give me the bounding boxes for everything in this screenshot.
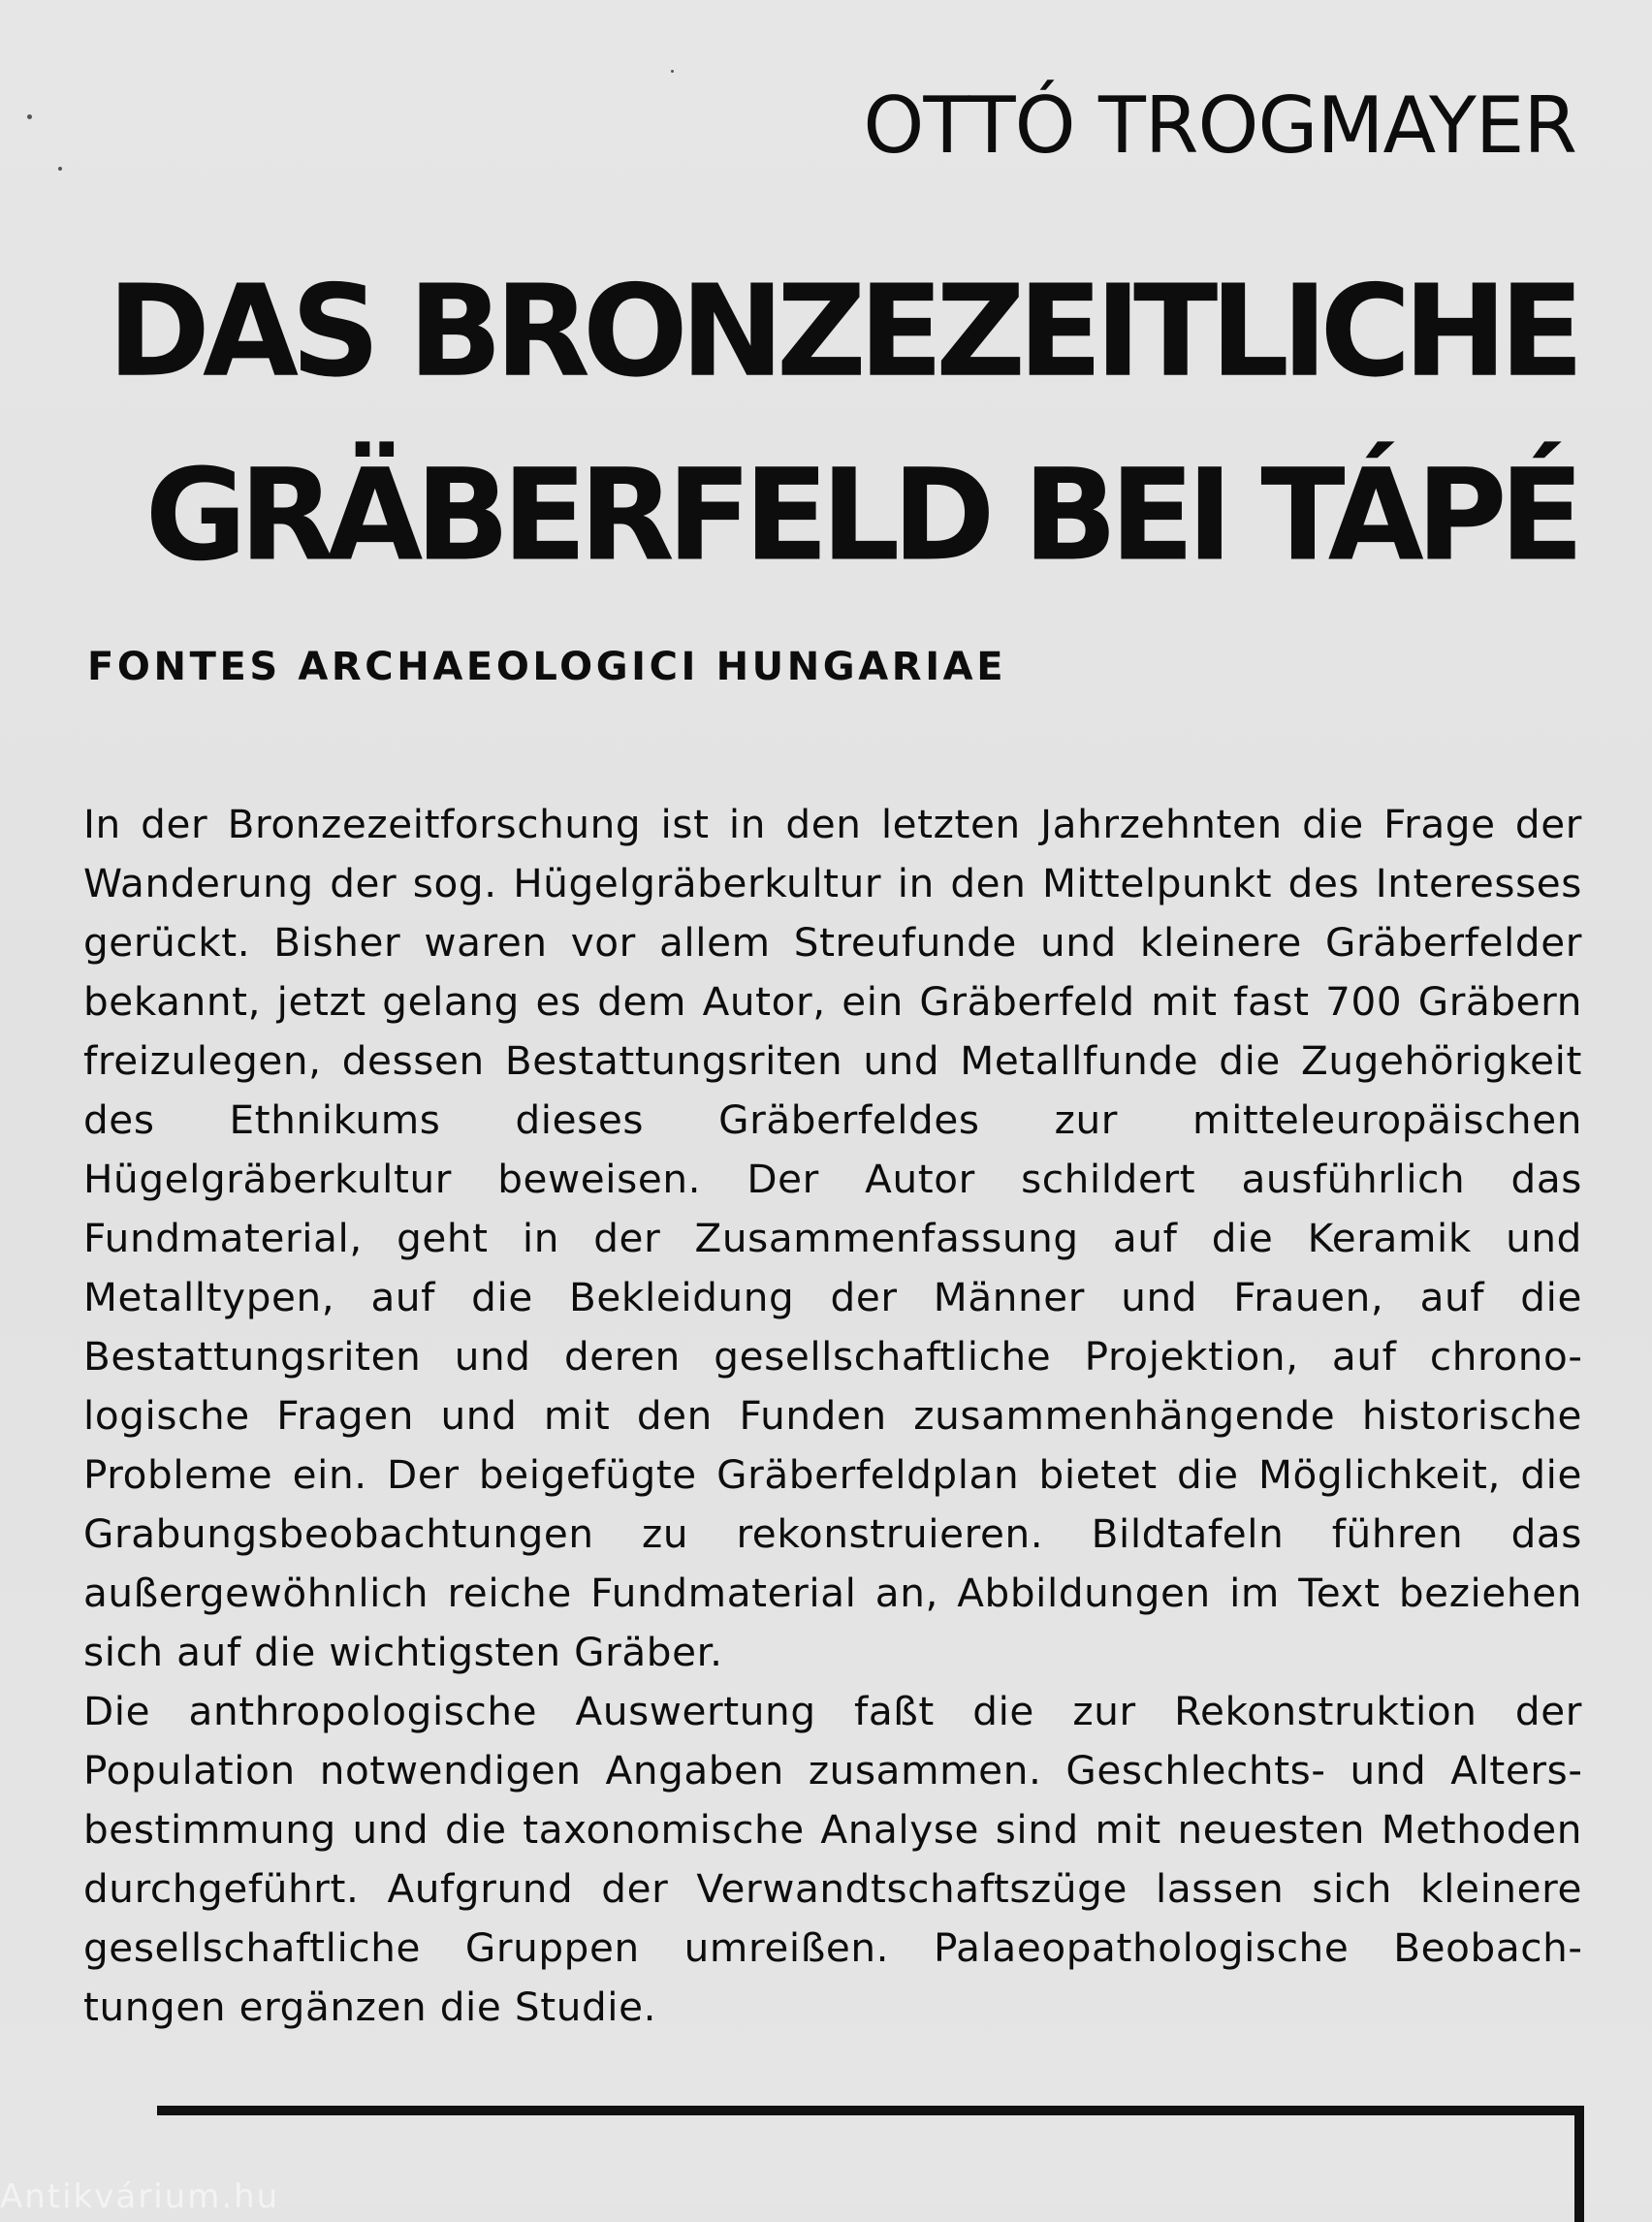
blurb-paragraph-1: In der Bronzezeitforschung ist in den letzten Jahrzehnten die Frage der Wanderung der sog. Hügelgräberkultur in den Mittelpunkt des Interesses gerückt. Bisher waren vor allem Streufunde und kleinere Gräberfelder bekannt, jetzt gelang es dem Autor, ein Gräberfeld mit fast 700 Gräbern freizulegen, dessen Bestattungsriten und Metallfunde die Zugehörigkeit des Ethnikums dieses Gräberfeldes zur mitteleuropäischen Hügelgräberkultur beweisen. Der Autor schildert ausführlich das Fundmaterial, geht in der Zusammenfassung auf die Keramik und Metalltypen, auf die Bekleidung der Männer und Frauen, auf die Bestattungsriten und deren gesellschaftliche Projektion, auf chronologische Fragen und mit den Funden zusammenhängende historische Probleme ein. Der beigefügte Gräberfeldplan bietet die Möglichkeit, die Grabungsbeobachtungen zu rekonstruieren. Bildtafeln führen das außergewöhnlich reiche Fundmaterial an, Abbildungen im Text beziehen sich auf die wichtigsten Gräber.	[83, 801, 1582, 1675]
watermark-logo: Antikvárium.hu	[0, 2177, 280, 2216]
title-line-1: DAS BRONZEZEITLICHE	[107, 258, 1576, 406]
book-title	[108, 240, 1576, 608]
paper-speck	[27, 114, 32, 119]
paper-speck	[58, 167, 62, 171]
title-line-2: GRÄBERFELD BEI TÁPÉ	[144, 442, 1576, 590]
paper-speck	[671, 70, 674, 73]
author-name: OTTÓ TROGMAYER	[863, 80, 1576, 171]
blurb-paragraph-2: Die anthropologische Auswertung faßt die zur Rekonstruktion der Population notwendigen Angaben zusammen. Geschlechts- und Altersbestimmung und die taxonomische Analyse sind mit neuesten Methoden durchgeführt. Aufgrund der Verwandtschaftszüge lassen sich kleinere gesellschaftliche Gruppen umreißen. Palaeopathologische Beobachtungen ergänzen die Studie.	[83, 1688, 1582, 2030]
series-name: FONTES ARCHAEOLOGICI HUNGARIAE	[87, 645, 1007, 689]
decorative-frame	[157, 2106, 1584, 2222]
blurb-text	[83, 795, 1582, 2037]
